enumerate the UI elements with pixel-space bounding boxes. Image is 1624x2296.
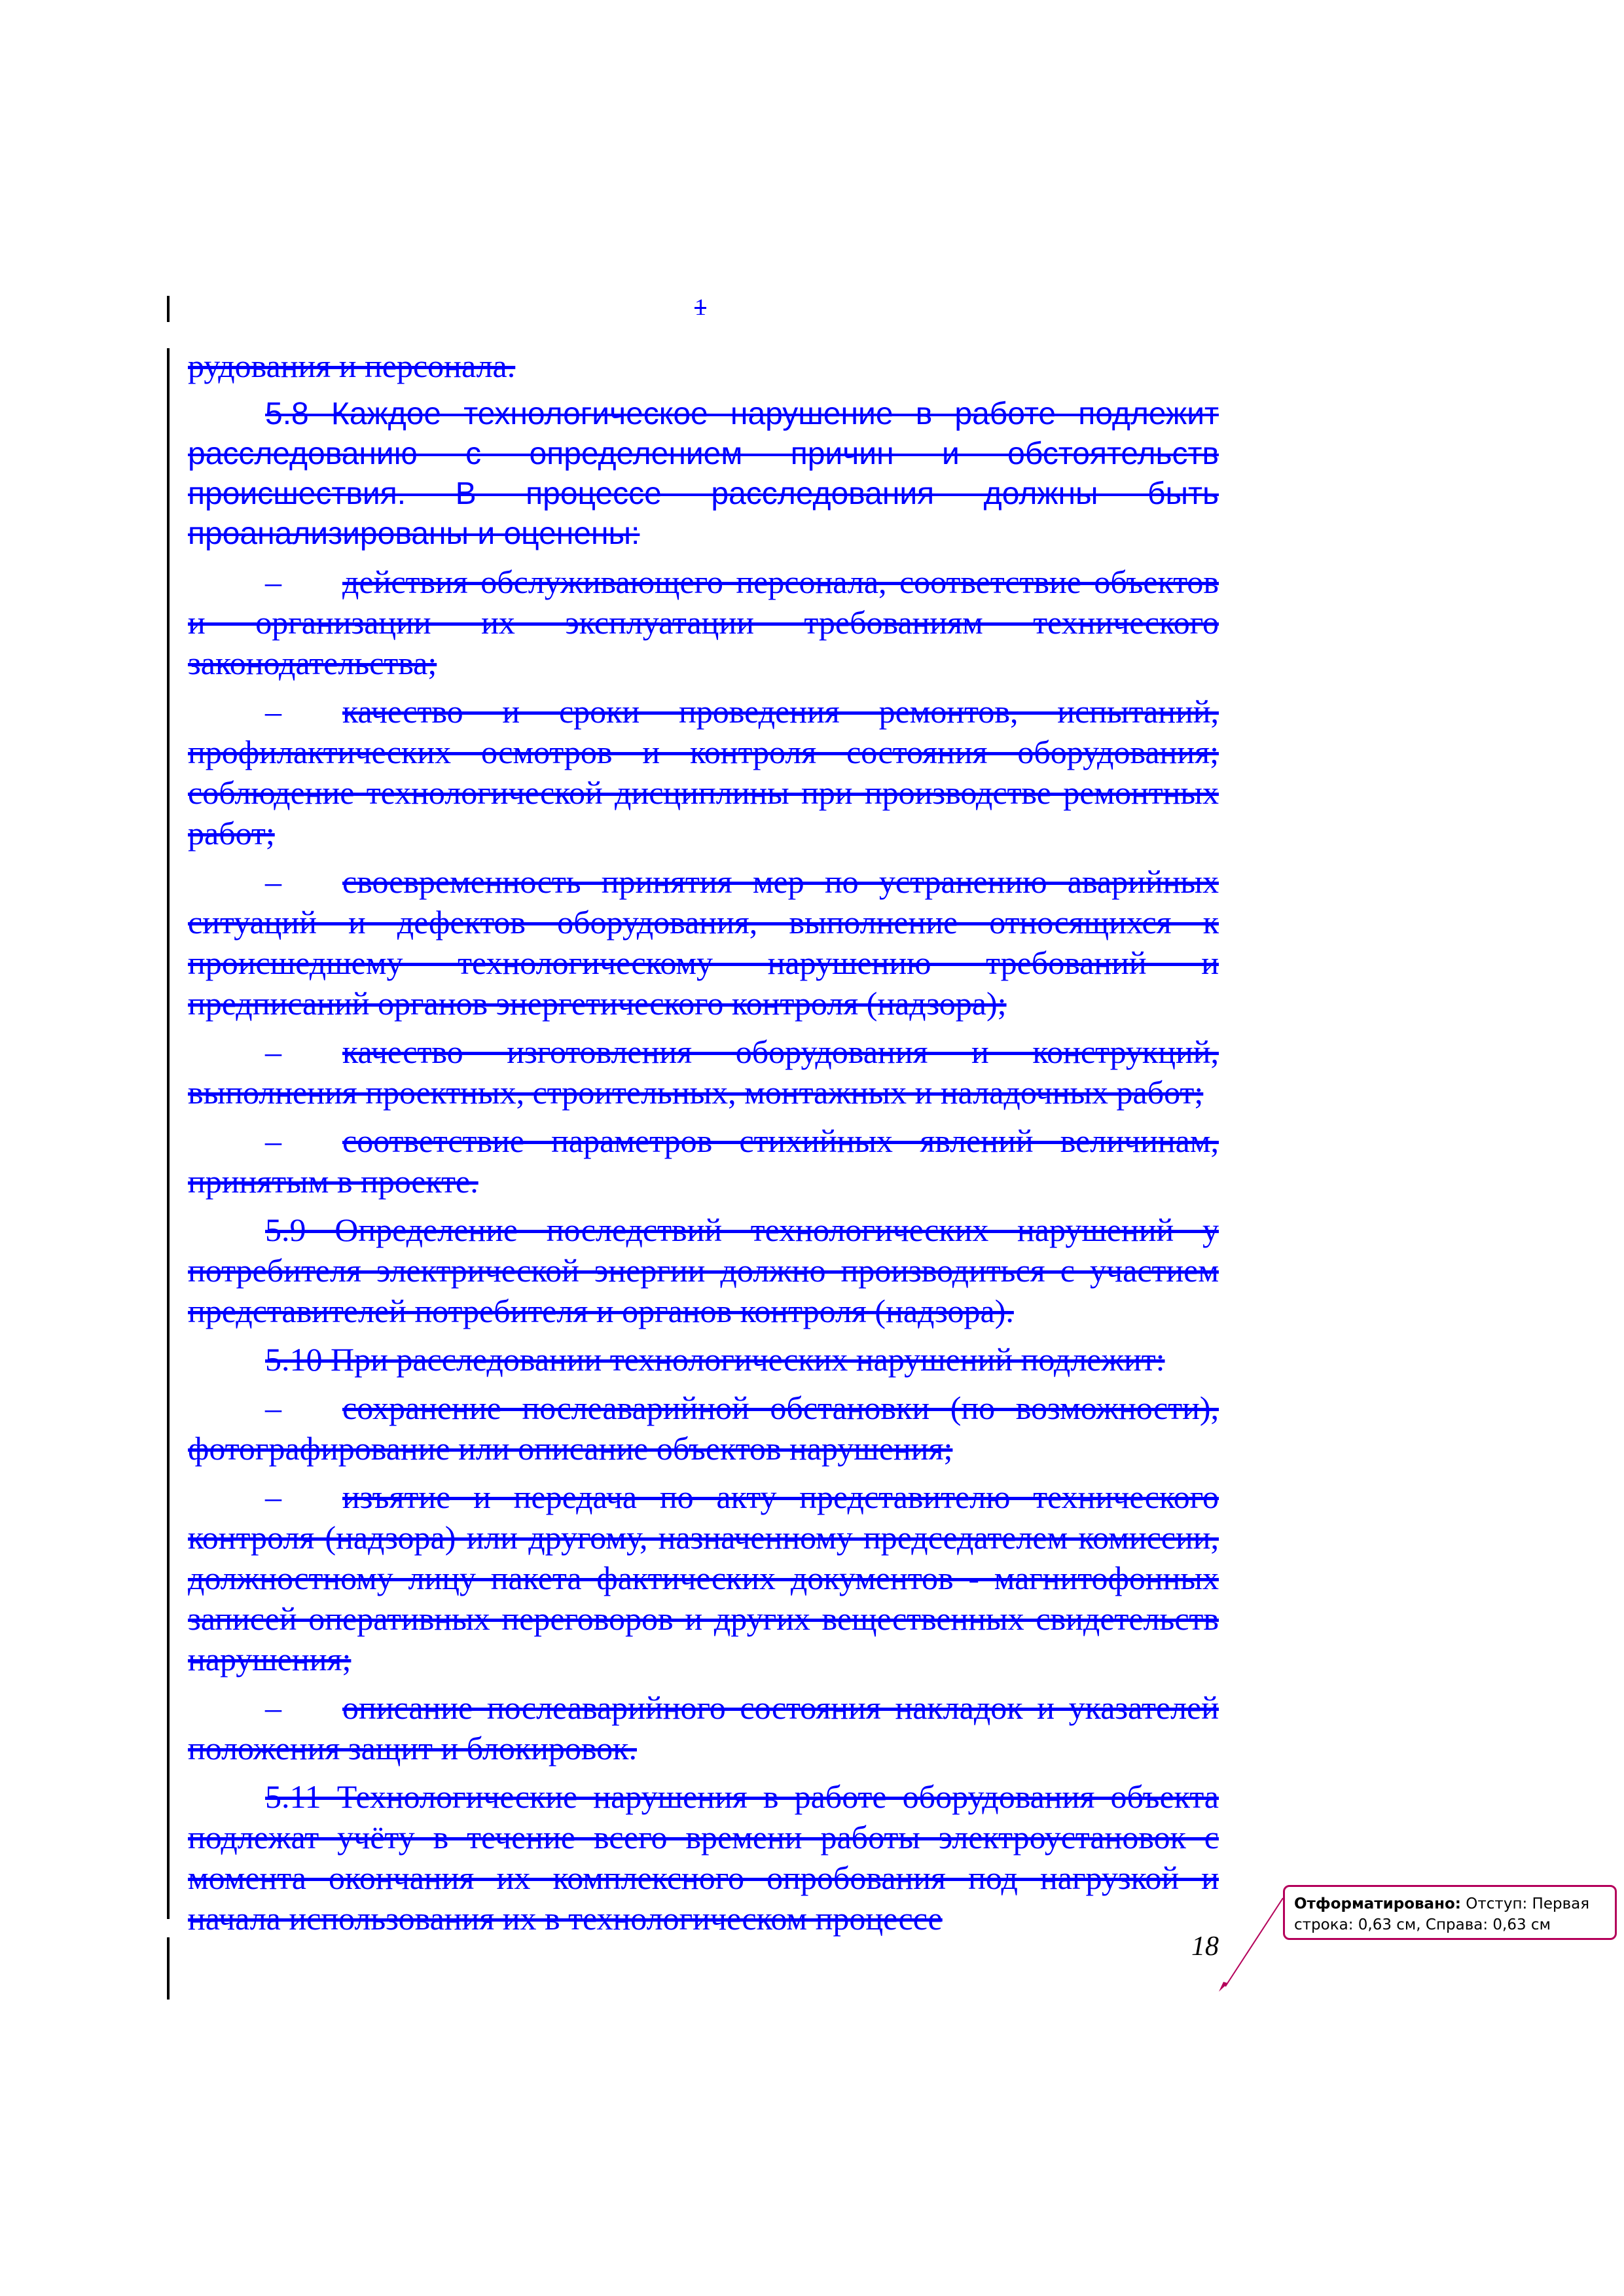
list-dash: – bbox=[265, 1390, 281, 1426]
list-item: – качество изготовления оборудования и конструкций, выполнения проектных, строительных, монтажных и наладочных работ; bbox=[188, 1031, 1219, 1113]
list-dash: – bbox=[265, 1033, 281, 1070]
change-bar-body bbox=[167, 348, 170, 1919]
list-item: – описание послеаварийного состояния накладок и указателей положения защит и блокировок. bbox=[188, 1687, 1219, 1768]
list-dash: – bbox=[265, 1479, 281, 1515]
list-item: – изъятие и передача по акту представителю технического контроля (надзора) или другому, назначенному председателем комиссии, должностному лицу пакета фактических документов - магнитофонных записей оперативных переговоров и других вещественных свидетельств нарушения; bbox=[188, 1477, 1219, 1679]
list-dash: – bbox=[265, 863, 281, 900]
list-item: – своевременность принятия мер по устранению аварийных ситуаций и дефектов оборудования, выполнение относящихся к происшедшему технологическому нарушению требований и предписаний органов энергетического контроля (надзора); bbox=[188, 861, 1219, 1024]
paragraph-5-9: 5.9 Определение последствий технологических нарушений у потребителя электрической энергии должно производиться с участием представителей потребителя и органов контроля (надзора). bbox=[188, 1211, 1219, 1329]
comment-label: Отформатировано: bbox=[1294, 1895, 1461, 1912]
page-number: 18 bbox=[1191, 1931, 1219, 1962]
change-bar-bottom bbox=[167, 1937, 170, 2000]
change-bar-top bbox=[167, 296, 170, 322]
paragraph-5-11: 5.11 Технологические нарушения в работе оборудования объекта подлежат учёту в течение всего времени работы электроустановок с момента окончания их комплексного опробования под нагрузкой и начала использования их в технологическом процессе bbox=[188, 1778, 1219, 1937]
list-item: – соответствие параметров стихийных явлений величинам, принятым в проекте. bbox=[188, 1121, 1219, 1202]
list-dash: – bbox=[265, 1689, 281, 1726]
paragraph-5-8: 5.8 Каждое технологическое нарушение в работе подлежит расследованию с определением причин и обстоятельств происшествия. В процессе расследования должны быть проанализированы и оценены: bbox=[188, 397, 1219, 551]
format-change-balloon[interactable] bbox=[1283, 1885, 1617, 1940]
list-dash: – bbox=[265, 1122, 281, 1159]
list-dash: – bbox=[265, 693, 281, 730]
list-item: – сохранение послеаварийной обстановки (по возможности), фотографирование или описание объектов нарушения; bbox=[188, 1388, 1219, 1469]
document-body[interactable] bbox=[188, 346, 1219, 1939]
paragraph-continuation: рудования и персонала. bbox=[188, 348, 516, 384]
list-item: – действия обслуживающего персонала, соответствие объектов и организации их эксплуатации требованиям технического законодательства; bbox=[188, 562, 1219, 683]
comment-text: Отступ: Первая строка: 0,63 см, Справа: 0,63 см bbox=[1294, 1895, 1590, 1933]
paragraph-5-10: 5.10 При расследовании технологических нарушений подлежит: bbox=[265, 1341, 1165, 1378]
list-item: – качество и сроки проведения ремонтов, испытаний, профилактических осмотров и контроля состояния оборудования; соблюдение технологической дисциплины при производстве ремонтных работ; bbox=[188, 691, 1219, 853]
list-dash: – bbox=[265, 564, 281, 600]
header-mark: 1 bbox=[695, 294, 706, 320]
